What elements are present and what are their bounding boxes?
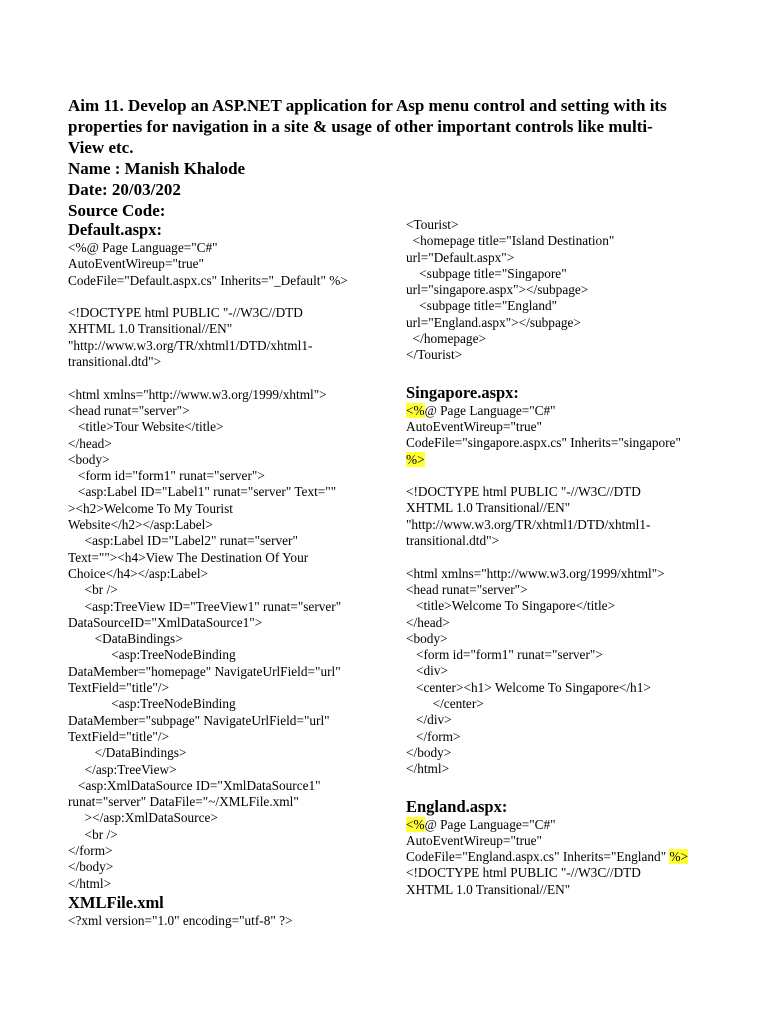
code-line: </html>: [68, 875, 112, 891]
directive-text: @ Page Language="C#": [424, 402, 556, 418]
code-line: DataMember="subpage" NavigateUrlField="url": [68, 712, 330, 728]
date-line: Date: 20/03/202: [68, 180, 181, 199]
code-line: </center>: [406, 696, 484, 712]
code-line: <form id="form1" runat="server">: [406, 647, 603, 663]
code-line: <asp:TreeNodeBinding: [68, 696, 236, 712]
code-line: TextField="title"/>: [68, 728, 169, 744]
code-line: "http://www.w3.org/TR/xhtml1/DTD/xhtml1-: [406, 516, 651, 532]
code-line: [406, 452, 736, 468]
code-line: AutoEventWireup="true": [406, 418, 542, 434]
code-line: transitional.dtd">: [68, 354, 162, 370]
code-line: url="singapore.aspx"></subpage>: [406, 282, 589, 298]
code-line: transitional.dtd">: [406, 533, 500, 549]
code-line: <asp:Label ID="Label2" runat="server": [68, 533, 298, 549]
code-line: <body>: [68, 451, 110, 467]
code-line: <asp:TreeNodeBinding: [68, 647, 236, 663]
code-line: <subpage title="Singapore": [406, 265, 567, 281]
code-line: </Tourist>: [406, 347, 463, 363]
code-line: <title>Welcome To Singapore</title>: [406, 598, 616, 614]
code-line: </asp:TreeView>: [68, 761, 177, 777]
student-name: Name : Manish Khalode: [68, 159, 246, 178]
document-heading: [68, 95, 708, 221]
code-line: <%@ Page Language="C#": [68, 240, 218, 255]
code-line: <asp:Label ID="Label1" runat="server" Text="": [68, 484, 337, 500]
code-line: <asp:TreeView ID="TreeView1" runat="server": [68, 598, 342, 614]
code-line: </body>: [406, 744, 452, 760]
code-line: <!DOCTYPE html PUBLIC "-//W3C//DTD: [406, 484, 641, 500]
code-line: Website</h2></asp:Label>: [68, 517, 213, 533]
code-line: <div>: [406, 663, 448, 679]
code-line: </div>: [406, 712, 452, 728]
source-code-label: Source Code:: [68, 201, 166, 220]
code-line: </html>: [406, 761, 450, 777]
code-line: "http://www.w3.org/TR/xhtml1/DTD/xhtml1-: [68, 337, 313, 353]
code-line: XHTML 1.0 Transitional//EN": [406, 500, 571, 516]
code-line: ><h2>Welcome To My Tourist: [68, 500, 233, 516]
code-line: AutoEventWireup="true": [406, 832, 542, 848]
code-line: XHTML 1.0 Transitional//EN": [68, 321, 233, 337]
code-line: Choice</h4></asp:Label>: [68, 565, 209, 581]
code-line: <!DOCTYPE html PUBLIC "-//W3C//DTD: [406, 865, 641, 881]
code-line: XHTML 1.0 Transitional//EN": [406, 881, 571, 897]
code-line: <form id="form1" runat="server">: [68, 468, 265, 484]
directive-text: @ Page Language="C#": [424, 816, 556, 832]
aim-line: View etc.: [68, 138, 134, 157]
code-line: <head runat="server">: [68, 402, 190, 418]
highlight-close-tag: %>: [406, 451, 425, 467]
code-line: </body>: [68, 859, 114, 875]
code-line: DataMember="homepage" NavigateUrlField="url": [68, 663, 341, 679]
code-line: [406, 403, 736, 419]
code-line: CodeFile="singapore.aspx.cs" Inherits="singapore": [406, 435, 681, 451]
code-line: </homepage>: [406, 331, 486, 347]
code-line: <br />: [68, 826, 118, 842]
code-line: <br />: [68, 582, 118, 598]
code-line: <!DOCTYPE html PUBLIC "-//W3C//DTD: [68, 305, 303, 321]
code-line: <Tourist>: [406, 217, 459, 232]
code-line: <center><h1> Welcome To Singapore</h1>: [406, 679, 651, 695]
code-line: ></asp:XmlDataSource>: [68, 810, 218, 826]
code-line: </DataBindings>: [68, 745, 187, 761]
aim-line: properties for navigation in a site & usage of other important controls like multi-: [68, 117, 653, 136]
code-line: </form>: [68, 842, 113, 858]
code-line: <subpage title="England": [406, 298, 558, 314]
code-line: url="England.aspx"></subpage>: [406, 314, 581, 330]
aim-line: Aim 11. Develop an ASP.NET application for Asp menu control and setting with its: [68, 96, 667, 115]
code-line: </head>: [406, 614, 450, 630]
england-aspx-title: England.aspx:: [406, 796, 508, 816]
code-line: url="Default.aspx">: [406, 249, 515, 265]
code-line: DataSourceID="XmlDataSource1">: [68, 614, 263, 630]
highlight-open-tag: <%: [406, 816, 425, 832]
code-line: <homepage title="Island Destination": [406, 233, 615, 249]
code-line: <head runat="server">: [406, 581, 528, 597]
directive-text: CodeFile="England.aspx.cs" Inherits="England": [406, 849, 670, 865]
code-line: TextField="title"/>: [68, 680, 169, 696]
code-line: CodeFile="Default.aspx.cs" Inherits="_Default" %>: [68, 272, 348, 288]
code-line: <title>Tour Website</title>: [68, 419, 224, 435]
code-line: <html xmlns="http://www.w3.org/1999/xhtml">: [406, 565, 665, 581]
code-line: [406, 849, 736, 865]
highlight-close-tag: %>: [669, 849, 689, 865]
code-line: <asp:XmlDataSource ID="XmlDataSource1": [68, 777, 321, 793]
code-line: AutoEventWireup="true": [68, 256, 204, 272]
singapore-aspx-title: Singapore.aspx:: [406, 382, 519, 402]
code-line: </head>: [68, 435, 112, 451]
code-line: Text=""><h4>View The Destination Of Your: [68, 549, 309, 565]
highlight-open-tag: <%: [406, 402, 425, 418]
right-column: [406, 217, 736, 898]
default-aspx-title: Default.aspx:: [68, 220, 162, 239]
left-column: [68, 219, 398, 929]
code-line: runat="server" DataFile="~/XMLFile.xml": [68, 794, 299, 810]
code-line: <body>: [406, 630, 448, 646]
code-line: </form>: [406, 728, 461, 744]
code-line: <html xmlns="http://www.w3.org/1999/xhtml">: [68, 386, 327, 402]
code-line: <?xml version="1.0" encoding="utf-8" ?>: [68, 912, 293, 928]
code-line: [406, 817, 736, 833]
code-line: <DataBindings>: [68, 631, 183, 647]
xmlfile-title: XMLFile.xml: [68, 892, 164, 912]
